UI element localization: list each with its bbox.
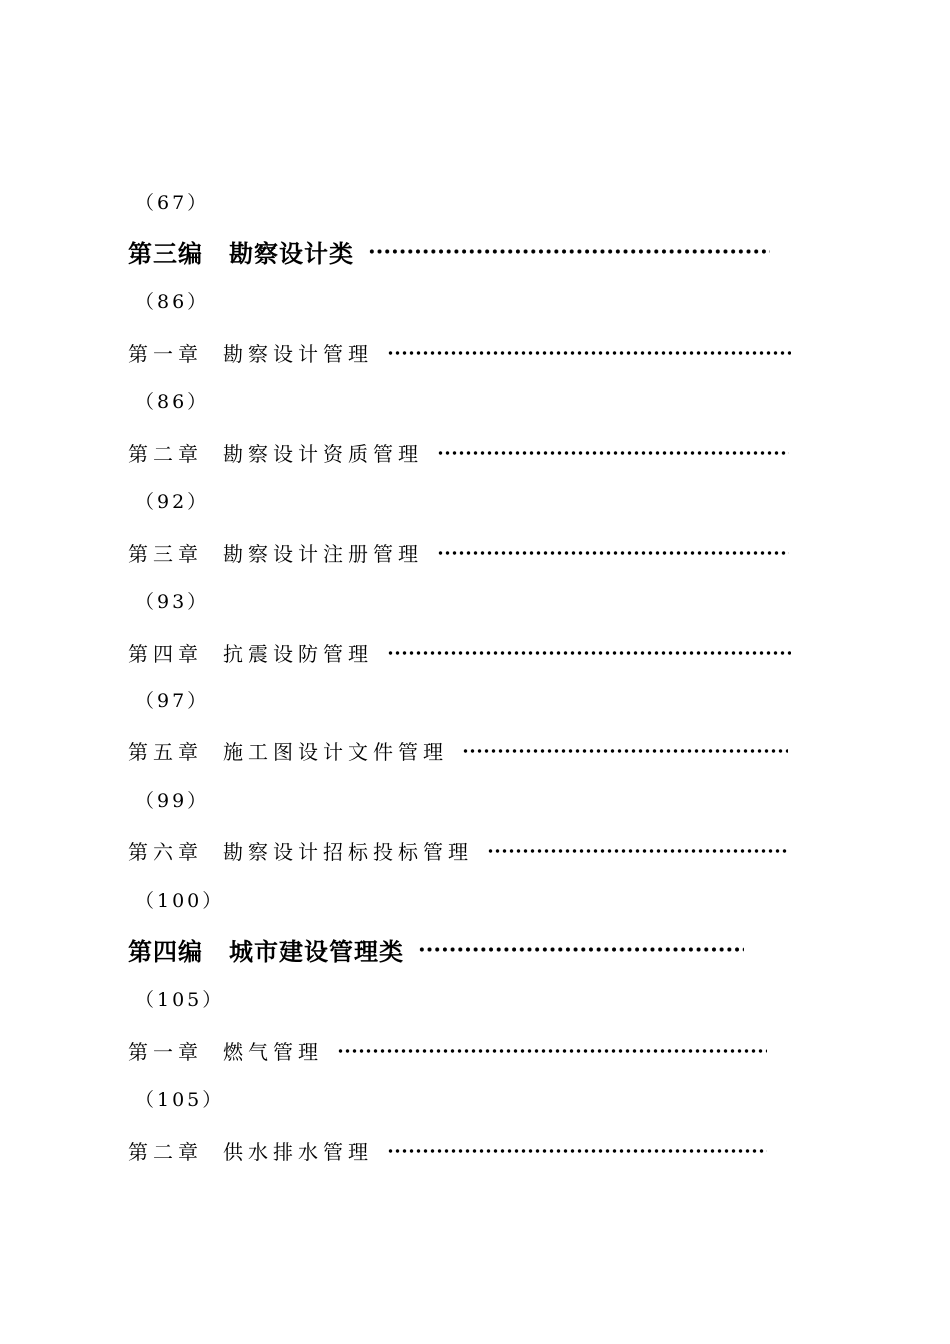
page-number: （100）	[135, 890, 225, 912]
page-number: （86）	[135, 391, 210, 413]
part-title: 勘察设计类	[229, 240, 354, 268]
chapter-title: 勘察设计注册管理	[223, 542, 423, 566]
dot-leader	[387, 351, 791, 355]
page-number: （105）	[135, 1089, 225, 1111]
dot-leader	[337, 1049, 767, 1053]
toc-chapter-entry	[128, 338, 791, 367]
chapter-title: 燃气管理	[223, 1040, 323, 1064]
toc-chapter-entry	[128, 638, 791, 667]
chapter-title: 供水排水管理	[223, 1140, 373, 1164]
dot-leader	[368, 249, 770, 254]
chapter-title: 抗震设防管理	[223, 642, 373, 666]
dot-leader	[437, 451, 789, 455]
chapter-title: 勘察设计招标投标管理	[223, 840, 473, 864]
chapter-number: 第五章	[128, 740, 203, 764]
dot-leader	[437, 551, 789, 555]
page-number: （99）	[135, 790, 210, 812]
dot-leader	[418, 947, 744, 952]
part-number: 第四编	[128, 938, 203, 966]
page-number: （67）	[135, 192, 210, 214]
dot-leader	[387, 1149, 767, 1153]
page-number: （105）	[135, 989, 225, 1011]
toc-chapter-entry	[128, 736, 788, 765]
page-number: （97）	[135, 690, 210, 712]
toc-chapter-entry	[128, 538, 789, 567]
chapter-number: 第二章	[128, 442, 203, 466]
page-number: （92）	[135, 491, 210, 513]
toc-chapter-entry	[128, 1136, 767, 1165]
toc-chapter-entry	[128, 1036, 767, 1065]
page-number: （93）	[135, 591, 210, 613]
chapter-number: 第一章	[128, 1040, 203, 1064]
dot-leader	[462, 749, 788, 753]
part-number: 第三编	[128, 240, 203, 268]
toc-part-entry	[128, 932, 744, 967]
chapter-number: 第四章	[128, 642, 203, 666]
chapter-title: 勘察设计资质管理	[223, 442, 423, 466]
chapter-title: 勘察设计管理	[223, 342, 373, 366]
chapter-number: 第一章	[128, 342, 203, 366]
toc-chapter-entry	[128, 438, 789, 467]
toc-part-entry	[128, 234, 770, 269]
part-title: 城市建设管理类	[229, 938, 404, 966]
page-number: （86）	[135, 291, 210, 313]
chapter-number: 第六章	[128, 840, 203, 864]
chapter-number: 第三章	[128, 542, 203, 566]
dot-leader	[487, 849, 789, 853]
dot-leader	[387, 651, 791, 655]
chapter-title: 施工图设计文件管理	[223, 740, 448, 764]
toc-chapter-entry	[128, 836, 789, 865]
chapter-number: 第二章	[128, 1140, 203, 1164]
